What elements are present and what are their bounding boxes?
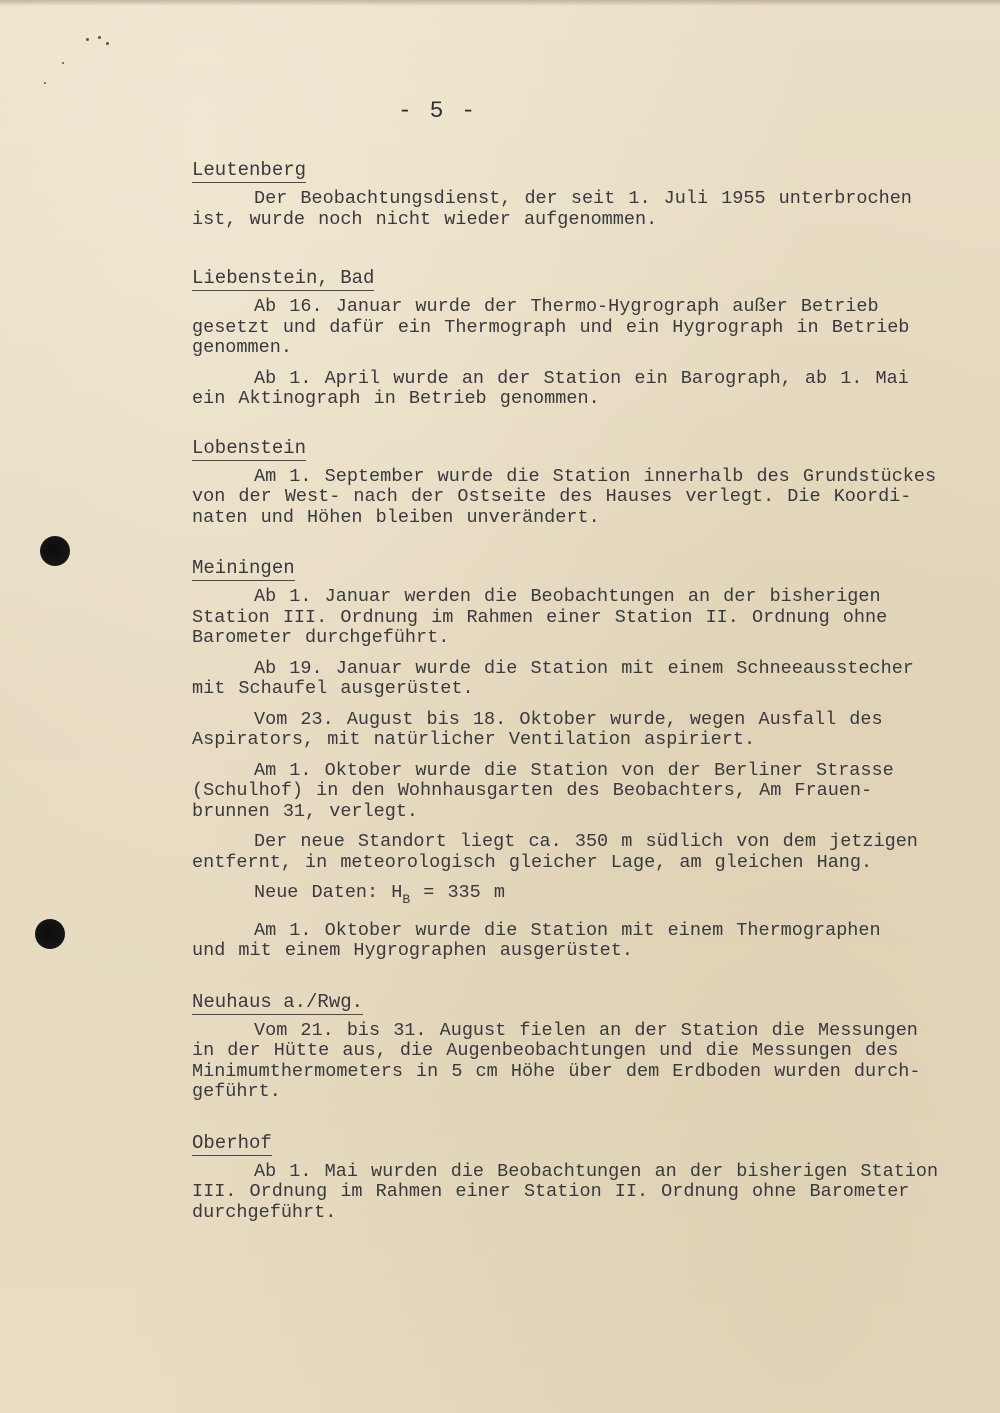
new-data-label: Neue Daten: H: [254, 882, 403, 903]
new-data-line: [192, 883, 994, 911]
punch-hole: [40, 536, 70, 566]
paragraph: Ab 16. Januar wurde der Thermo-Hygrograph außer Betrieb gesetzt und dafür ein Thermograph und ein Hygrograph in Betrieb genommen.: [192, 296, 910, 358]
section-heading: Meiningen: [192, 557, 295, 579]
paragraph: Ab 1. Januar werden die Beobachtungen an der bisherigen Station III. Ordnung im Rahmen einer Station II. Ordnung ohne Barometer durchgeführt.: [192, 586, 888, 648]
height-subscript: B: [402, 892, 411, 907]
document-body: [192, 160, 994, 1233]
section-heading: Lobenstein: [192, 436, 307, 459]
section-lobenstein: [192, 438, 994, 529]
paper-specks: [40, 32, 120, 92]
section-neuhaus: [192, 992, 994, 1103]
punch-hole: [35, 919, 65, 949]
section-heading: Liebenstein, Bad: [192, 267, 375, 289]
page-edge-shadow: [0, 0, 1000, 6]
paragraph: Der neue Standort liegt ca. 350 m südlich von dem jetzigen entfernt, in meteorologisch gleicher Lage, am gleichen Hang.: [192, 831, 918, 873]
section-oberhof: [192, 1133, 994, 1224]
section-heading: Leutenberg: [192, 159, 307, 181]
paragraph: Ab 1. April wurde an der Station ein Barograph, ab 1. Mai ein Aktinograph in Betrieb genommen.: [192, 367, 909, 409]
paragraph: Vom 21. bis 31. August fielen an der Station die Messungen in der Hütte aus, die Augenbeobachtungen und die Messungen des Minimumthermometers in 5 cm Höhe über dem Erdboden wurden durch- geführt.: [192, 1019, 921, 1102]
paragraph: Am 1. Oktober wurde die Station mit einem Thermographen und mit einem Hygrographen ausgerüstet.: [192, 919, 881, 961]
section-meiningen: [192, 558, 994, 962]
section-liebenstein-bad: [192, 268, 994, 410]
new-data-value: = 335 m: [410, 882, 505, 903]
paragraph: Vom 23. August bis 18. Oktober wurde, wegen Ausfall des Aspirators, mit natürlicher Ventilation aspiriert.: [192, 708, 883, 750]
page-number: - 5 -: [398, 98, 478, 124]
paragraph: Am 1. September wurde die Station innerhalb des Grundstückes von der West- nach der Ostseite des Hauses verlegt. Die Koordi- naten und Höhen bleiben unverändert.: [192, 465, 937, 528]
section-heading: Oberhof: [192, 1131, 272, 1154]
paragraph: Ab 1. Mai wurden die Beobachtungen an der bisherigen Station III. Ordnung im Rahmen einer Station II. Ordnung ohne Barometer durchgeführt.: [192, 1160, 939, 1223]
section-heading: Neuhaus a./Rwg.: [192, 990, 364, 1013]
paragraph: Der Beobachtungsdienst, der seit 1. Juli 1955 unterbrochen ist, wurde noch nicht wieder aufgenommen.: [192, 188, 912, 230]
paragraph: Ab 19. Januar wurde die Station mit einem Schneeausstecher mit Schaufel ausgerüstet.: [192, 657, 914, 699]
section-leutenberg: [192, 160, 994, 230]
paragraph: Am 1. Oktober wurde die Station von der Berliner Strasse (Schulhof) in den Wohnhausgarten des Beobachters, Am Frauen- brunnen 31, verlegt.: [192, 759, 894, 822]
